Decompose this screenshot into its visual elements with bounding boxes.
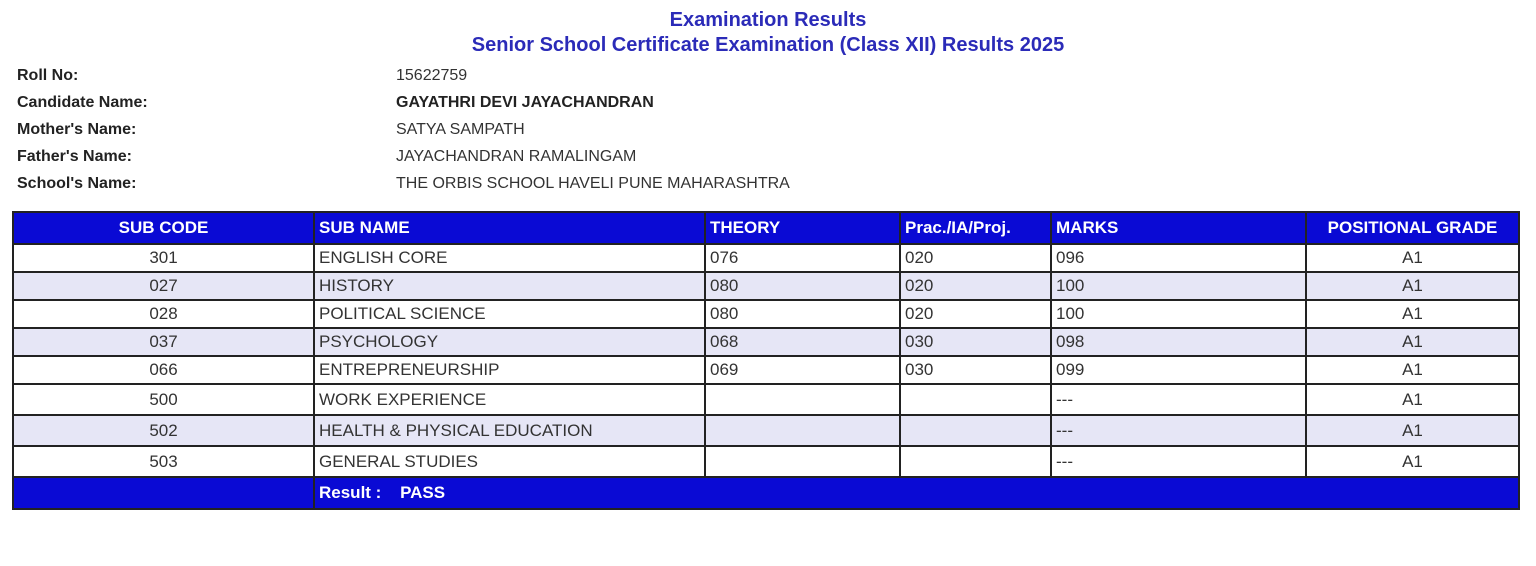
cell-grade: A1 bbox=[1306, 328, 1519, 356]
cell-sub-code: 037 bbox=[13, 328, 314, 356]
cell-theory bbox=[705, 415, 900, 446]
cell-practical bbox=[900, 446, 1051, 477]
cell-theory: 069 bbox=[705, 356, 900, 384]
father-name-row bbox=[17, 143, 1217, 170]
table-header-row bbox=[13, 212, 1519, 244]
cell-marks: --- bbox=[1051, 415, 1306, 446]
cell-sub-code: 500 bbox=[13, 384, 314, 415]
father-name-label: Father's Name: bbox=[17, 147, 132, 165]
cell-grade: A1 bbox=[1306, 384, 1519, 415]
cell-practical: 030 bbox=[900, 356, 1051, 384]
result-row-spacer bbox=[13, 477, 314, 509]
mother-name-value: SATYA SAMPATH bbox=[396, 120, 525, 138]
result-value: PASS bbox=[400, 483, 446, 502]
cell-marks: 100 bbox=[1051, 300, 1306, 328]
cell-grade: A1 bbox=[1306, 356, 1519, 384]
cell-theory: 080 bbox=[705, 300, 900, 328]
cell-sub-code: 502 bbox=[13, 415, 314, 446]
cell-theory: 068 bbox=[705, 328, 900, 356]
page-title: Examination Results bbox=[669, 9, 867, 31]
candidate-name-label: Candidate Name: bbox=[17, 93, 148, 111]
cell-practical bbox=[900, 415, 1051, 446]
mother-name-label: Mother's Name: bbox=[17, 120, 137, 138]
header-theory: THEORY bbox=[705, 212, 900, 244]
cell-sub-code: 066 bbox=[13, 356, 314, 384]
cell-marks: 099 bbox=[1051, 356, 1306, 384]
header-practical: Prac./IA/Proj. bbox=[900, 212, 1051, 244]
roll-no-row bbox=[17, 62, 1217, 89]
cell-sub-name: ENGLISH CORE bbox=[314, 244, 705, 272]
table-row bbox=[13, 415, 1519, 446]
page-subtitle: Senior School Certificate Examination (Class XII) Results 2025 bbox=[471, 34, 1065, 56]
cell-grade: A1 bbox=[1306, 272, 1519, 300]
cell-sub-name: ENTREPRENEURSHIP bbox=[314, 356, 705, 384]
cell-grade: A1 bbox=[1306, 446, 1519, 477]
school-name-label: School's Name: bbox=[17, 174, 137, 192]
marks-table bbox=[12, 211, 1520, 510]
cell-sub-code: 301 bbox=[13, 244, 314, 272]
result-row bbox=[13, 477, 1519, 509]
candidate-name-row bbox=[17, 89, 1217, 116]
cell-grade: A1 bbox=[1306, 300, 1519, 328]
cell-sub-name: PSYCHOLOGY bbox=[314, 328, 705, 356]
table-row bbox=[13, 446, 1519, 477]
cell-sub-code: 028 bbox=[13, 300, 314, 328]
cell-theory bbox=[705, 384, 900, 415]
school-name-value: THE ORBIS SCHOOL HAVELI PUNE MAHARASHTRA bbox=[396, 174, 790, 192]
cell-sub-code: 503 bbox=[13, 446, 314, 477]
cell-sub-name: POLITICAL SCIENCE bbox=[314, 300, 705, 328]
cell-marks: 098 bbox=[1051, 328, 1306, 356]
table-row bbox=[13, 356, 1519, 384]
cell-practical bbox=[900, 384, 1051, 415]
cell-practical: 030 bbox=[900, 328, 1051, 356]
cell-marks: --- bbox=[1051, 446, 1306, 477]
cell-marks: --- bbox=[1051, 384, 1306, 415]
father-name-value: JAYACHANDRAN RAMALINGAM bbox=[396, 147, 637, 165]
table-row bbox=[13, 384, 1519, 415]
header-sub-code: SUB CODE bbox=[13, 212, 314, 244]
cell-practical: 020 bbox=[900, 300, 1051, 328]
cell-theory bbox=[705, 446, 900, 477]
header-positional-grade: POSITIONAL GRADE bbox=[1306, 212, 1519, 244]
header-marks: MARKS bbox=[1051, 212, 1306, 244]
cell-practical: 020 bbox=[900, 244, 1051, 272]
roll-no-label: Roll No: bbox=[17, 66, 79, 84]
cell-sub-code: 027 bbox=[13, 272, 314, 300]
cell-grade: A1 bbox=[1306, 244, 1519, 272]
cell-grade: A1 bbox=[1306, 415, 1519, 446]
cell-sub-name: GENERAL STUDIES bbox=[314, 446, 705, 477]
cell-sub-name: HISTORY bbox=[314, 272, 705, 300]
mother-name-row bbox=[17, 116, 1217, 143]
results-header bbox=[0, 0, 1536, 58]
candidate-name-value: GAYATHRI DEVI JAYACHANDRAN bbox=[396, 93, 654, 111]
result-label: Result : bbox=[319, 483, 382, 502]
table-row bbox=[13, 328, 1519, 356]
table-row bbox=[13, 272, 1519, 300]
roll-no-value: 15622759 bbox=[396, 66, 468, 84]
table-row bbox=[13, 300, 1519, 328]
cell-marks: 100 bbox=[1051, 272, 1306, 300]
cell-marks: 096 bbox=[1051, 244, 1306, 272]
cell-sub-name: WORK EXPERIENCE bbox=[314, 384, 705, 415]
cell-sub-name: HEALTH & PHYSICAL EDUCATION bbox=[314, 415, 705, 446]
candidate-info bbox=[17, 62, 1217, 197]
result-cell bbox=[314, 477, 1519, 509]
school-name-row bbox=[17, 170, 1217, 197]
cell-theory: 076 bbox=[705, 244, 900, 272]
header-sub-name: SUB NAME bbox=[314, 212, 705, 244]
cell-theory: 080 bbox=[705, 272, 900, 300]
cell-practical: 020 bbox=[900, 272, 1051, 300]
table-row bbox=[13, 244, 1519, 272]
